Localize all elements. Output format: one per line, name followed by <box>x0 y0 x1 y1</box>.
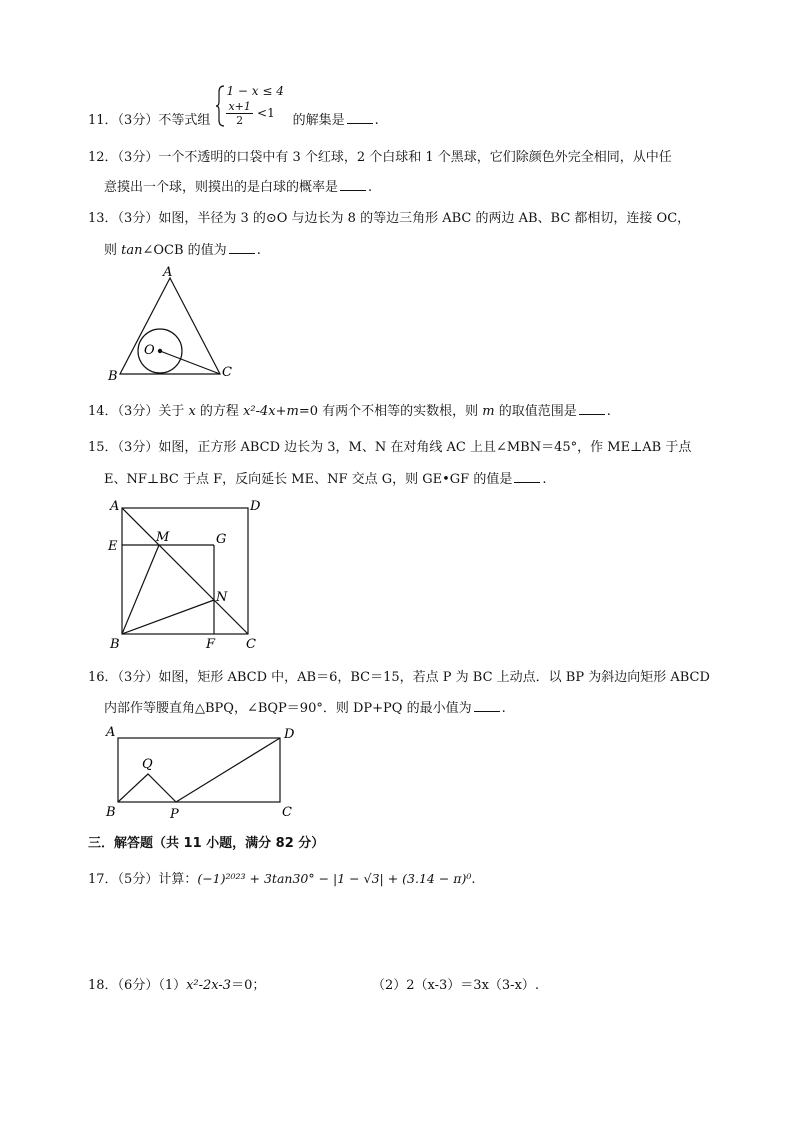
label-b: B <box>108 369 118 384</box>
brace-icon <box>216 84 226 128</box>
label-b: B <box>110 637 120 652</box>
section-3-heading: 三．解答题（共 11 小题，满分 82 分） <box>88 836 325 851</box>
q12-line1: 12．（3分）一个不透明的口袋中有 3 个红球，2 个白球和 1 个黑球，它们除颜色外完全相同，从中任 <box>88 150 672 165</box>
segment-bm <box>122 545 159 634</box>
q11-frac-num: x+1 <box>228 100 251 113</box>
label-d: D <box>284 727 295 742</box>
q12-line2: 意摸出一个球，则摸出的是白球的概率是 . <box>104 180 373 195</box>
question-18: 18．（6分）（1）x²-2x-3＝0； <box>88 978 266 993</box>
q11-suffix: 的解集是 <box>292 112 345 128</box>
answer-blank[interactable] <box>514 470 540 483</box>
q11-lt: <1 <box>257 106 275 120</box>
q11-frac-den: 2 <box>236 114 244 127</box>
q15-square-figure <box>104 498 274 654</box>
label-a: A <box>110 499 120 514</box>
label-n: N <box>216 590 228 605</box>
answer-blank[interactable] <box>347 111 373 124</box>
q16-line1: 16．（3分）如图，矩形 ABCD 中，AB＝6，BC＝15，若点 P 为 BC 上动点．以 BP 为斜边向矩形 ABCD <box>88 670 710 685</box>
point-o <box>158 349 162 353</box>
label-g: G <box>216 532 227 547</box>
question-17: 17．（5分）计算：(−1)²⁰²³ + 3tan30° − |1 − √3| + (3.14 − π)⁰. <box>88 871 476 887</box>
segment-bn <box>122 600 214 634</box>
label-d: D <box>250 499 261 514</box>
label-a: A <box>163 266 173 280</box>
q13-line1: 13．（3分）如图，半径为 3 的⊙O 与边长为 8 的等边三角形 ABC 的两边 AB、BC 都相切，连接 OC， <box>88 211 691 226</box>
answer-blank[interactable] <box>474 699 500 712</box>
triangle-abc <box>120 278 220 374</box>
label-b: B <box>106 805 116 820</box>
label-q: Q <box>142 757 153 772</box>
segment-pd <box>176 738 280 802</box>
label-c: C <box>282 805 292 820</box>
q13-triangle-figure <box>100 266 250 384</box>
q15-line2: E、NF⊥BC 于点 F，反向延长 ME、NF 交点 G，则 GE•GF 的值是 . <box>104 472 547 487</box>
label-o: O <box>144 343 155 358</box>
q18-equation-1: x²-2x-3 <box>186 978 232 993</box>
diagonal-ac <box>122 508 248 634</box>
label-c: C <box>246 637 256 652</box>
answer-blank[interactable] <box>340 178 366 191</box>
q16-line2: 内部作等腰直角△BPQ，∠BQP＝90°．则 DP+PQ 的最小值为 . <box>104 701 506 716</box>
label-p: P <box>170 807 179 822</box>
label-m: M <box>156 530 170 545</box>
label-e: E <box>108 539 118 554</box>
question-11: 11．（3分）不等式组 1 − x ≤ 4 $\frac{x+1}{2}$ <1 的解集是 . <box>88 84 379 128</box>
q16-rectangle-figure <box>104 724 304 822</box>
q18-part-2: （2）2（x-3）＝3x（3-x）. <box>372 978 540 993</box>
answer-blank[interactable] <box>579 402 605 415</box>
q15-line1: 15．（3分）如图，正方形 ABCD 边长为 3，M、N 在对角线 AC 上且∠MBN＝45°，作 ME⊥AB 于点 <box>88 440 692 455</box>
question-14: 14．（3分）关于 x 的方程 x²-4x+m=0 有两个不相等的实数根，则 m 的取值范围是 . <box>88 404 611 419</box>
q17-expression: (−1)²⁰²³ + 3tan30° − |1 − √3| + (3.14 − π)⁰ <box>197 871 472 886</box>
label-a: A <box>106 725 116 740</box>
q11-fraction <box>226 100 252 127</box>
label-f: F <box>206 637 216 652</box>
q14-equation: x²-4x+m <box>243 404 299 419</box>
q13-line2: 则 tan∠OCB 的值为 . <box>104 243 261 258</box>
answer-blank[interactable] <box>229 241 255 254</box>
q11-line1: 1 − x ≤ 4 <box>226 84 284 98</box>
triangle-bqp <box>118 774 176 802</box>
label-c: C <box>222 365 232 380</box>
q11-inequality-system <box>216 84 288 128</box>
q11-prefix: 11．（3分）不等式组 <box>88 112 211 128</box>
